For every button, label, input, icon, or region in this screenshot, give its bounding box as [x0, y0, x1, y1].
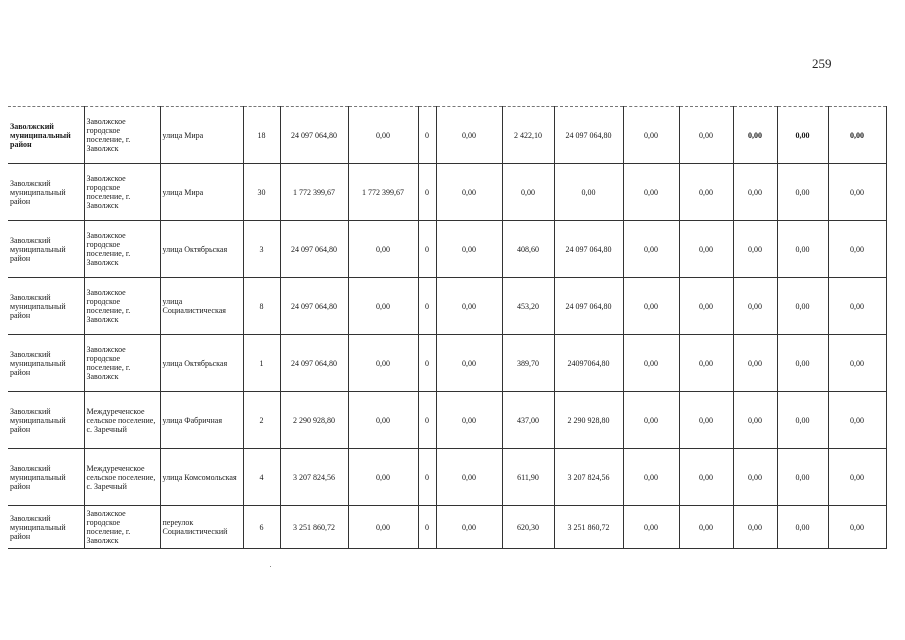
cell-settlement: Междуреченское сельское поселение, с. Заречный — [84, 449, 160, 506]
cell-settlement: Заволжское городское поселение, г. Заволжск — [84, 278, 160, 335]
cell-c9: 0,00 — [733, 164, 777, 221]
cell-c1: 3 207 824,56 — [280, 449, 348, 506]
table-row — [8, 107, 886, 164]
cell-house: 8 — [243, 278, 280, 335]
table-row — [8, 392, 886, 449]
cell-c1: 1 772 399,67 — [280, 164, 348, 221]
cell-c4: 0,00 — [436, 506, 502, 549]
cell-c11: 0,00 — [828, 164, 886, 221]
cell-c10: 0,00 — [777, 278, 828, 335]
cell-house: 4 — [243, 449, 280, 506]
cell-district: Заволжский муниципальный район — [8, 449, 84, 506]
cell-c5: 389,70 — [502, 335, 554, 392]
cell-c2: 0,00 — [348, 392, 418, 449]
cell-c9: 0,00 — [733, 107, 777, 164]
cell-c6: 24097064,80 — [554, 335, 623, 392]
cell-district: Заволжский муниципальный район — [8, 221, 84, 278]
cell-house: 1 — [243, 335, 280, 392]
cell-settlement: Заволжское городское поселение, г. Заволжск — [84, 506, 160, 549]
cell-c11: 0,00 — [828, 335, 886, 392]
cell-c6: 24 097 064,80 — [554, 107, 623, 164]
cell-c9: 0,00 — [733, 335, 777, 392]
cell-c8: 0,00 — [679, 392, 733, 449]
cell-c1: 24 097 064,80 — [280, 278, 348, 335]
cell-street: улица Мира — [160, 107, 243, 164]
cell-c9: 0,00 — [733, 221, 777, 278]
cell-c5: 611,90 — [502, 449, 554, 506]
cell-street: улица Фабричная — [160, 392, 243, 449]
cell-c4: 0,00 — [436, 164, 502, 221]
cell-c6: 2 290 928,80 — [554, 392, 623, 449]
cell-district: Заволжский муниципальный район — [8, 278, 84, 335]
cell-c11: 0,00 — [828, 278, 886, 335]
cell-c5: 437,00 — [502, 392, 554, 449]
cell-c7: 0,00 — [623, 107, 679, 164]
cell-settlement: Заволжское городское поселение, г. Заволжск — [84, 164, 160, 221]
cell-c4: 0,00 — [436, 392, 502, 449]
cell-c11: 0,00 — [828, 392, 886, 449]
cell-c10: 0,00 — [777, 449, 828, 506]
cell-c7: 0,00 — [623, 449, 679, 506]
cell-c11: 0,00 — [828, 449, 886, 506]
cell-c7: 0,00 — [623, 335, 679, 392]
cell-c8: 0,00 — [679, 221, 733, 278]
cell-district: Заволжский муниципальный район — [8, 107, 84, 164]
cell-c2: 0,00 — [348, 278, 418, 335]
table-row — [8, 335, 886, 392]
cell-c6: 3 207 824,56 — [554, 449, 623, 506]
cell-district: Заволжский муниципальный район — [8, 164, 84, 221]
cell-house: 6 — [243, 506, 280, 549]
table-row — [8, 506, 886, 549]
cell-c2: 0,00 — [348, 449, 418, 506]
cell-c9: 0,00 — [733, 449, 777, 506]
cell-c9: 0,00 — [733, 392, 777, 449]
cell-c8: 0,00 — [679, 506, 733, 549]
cell-c3: 0 — [418, 335, 436, 392]
cell-c10: 0,00 — [777, 164, 828, 221]
cell-c8: 0,00 — [679, 278, 733, 335]
cell-c7: 0,00 — [623, 278, 679, 335]
cell-c4: 0,00 — [436, 449, 502, 506]
cell-c8: 0,00 — [679, 449, 733, 506]
cell-c2: 1 772 399,67 — [348, 164, 418, 221]
cell-street: улица Комсомольская — [160, 449, 243, 506]
cell-c10: 0,00 — [777, 392, 828, 449]
cell-c3: 0 — [418, 278, 436, 335]
cell-district: Заволжский муниципальный район — [8, 335, 84, 392]
cell-c3: 0 — [418, 164, 436, 221]
cell-c3: 0 — [418, 449, 436, 506]
cell-district: Заволжский муниципальный район — [8, 392, 84, 449]
table-row — [8, 164, 886, 221]
cell-c3: 0 — [418, 221, 436, 278]
cell-c5: 0,00 — [502, 164, 554, 221]
cell-c7: 0,00 — [623, 221, 679, 278]
cell-c2: 0,00 — [348, 335, 418, 392]
cell-street: переулок Социалистический — [160, 506, 243, 549]
cell-settlement: Заволжское городское поселение, г. Заволжск — [84, 221, 160, 278]
cell-c9: 0,00 — [733, 278, 777, 335]
cell-street: улица Мира — [160, 164, 243, 221]
cell-c11: 0,00 — [828, 221, 886, 278]
cell-c5: 408,60 — [502, 221, 554, 278]
table-row — [8, 449, 886, 506]
cell-c4: 0,00 — [436, 221, 502, 278]
scan-speck — [270, 566, 271, 567]
cell-c10: 0,00 — [777, 506, 828, 549]
cell-c7: 0,00 — [623, 506, 679, 549]
cell-c11: 0,00 — [828, 107, 886, 164]
cell-c6: 3 251 860,72 — [554, 506, 623, 549]
cell-settlement: Междуреченское сельское поселение, с. Заречный — [84, 392, 160, 449]
cell-c1: 2 290 928,80 — [280, 392, 348, 449]
cell-street: улица Октябрьская — [160, 221, 243, 278]
cell-house: 18 — [243, 107, 280, 164]
table-body — [8, 107, 886, 549]
page-number: 259 — [812, 56, 832, 71]
cell-c4: 0,00 — [436, 107, 502, 164]
cell-c2: 0,00 — [348, 107, 418, 164]
cell-c6: 24 097 064,80 — [554, 278, 623, 335]
cell-c7: 0,00 — [623, 392, 679, 449]
cell-c3: 0 — [418, 107, 436, 164]
data-table — [8, 106, 887, 549]
cell-house: 3 — [243, 221, 280, 278]
cell-district: Заволжский муниципальный район — [8, 506, 84, 549]
cell-c11: 0,00 — [828, 506, 886, 549]
cell-c2: 0,00 — [348, 221, 418, 278]
table-row — [8, 278, 886, 335]
cell-c1: 24 097 064,80 — [280, 335, 348, 392]
cell-c5: 2 422,10 — [502, 107, 554, 164]
cell-house: 30 — [243, 164, 280, 221]
cell-settlement: Заволжское городское поселение, г. Заволжск — [84, 335, 160, 392]
cell-c3: 0 — [418, 506, 436, 549]
cell-c5: 453,20 — [502, 278, 554, 335]
cell-street: улица Октябрьская — [160, 335, 243, 392]
cell-c10: 0,00 — [777, 335, 828, 392]
table-row — [8, 221, 886, 278]
cell-c8: 0,00 — [679, 107, 733, 164]
cell-house: 2 — [243, 392, 280, 449]
cell-c3: 0 — [418, 392, 436, 449]
cell-c8: 0,00 — [679, 335, 733, 392]
cell-c7: 0,00 — [623, 164, 679, 221]
cell-settlement: Заволжское городское поселение, г. Заволжск — [84, 107, 160, 164]
cell-c6: 24 097 064,80 — [554, 221, 623, 278]
cell-c6: 0,00 — [554, 164, 623, 221]
cell-c8: 0,00 — [679, 164, 733, 221]
cell-c5: 620,30 — [502, 506, 554, 549]
cell-c4: 0,00 — [436, 278, 502, 335]
cell-c9: 0,00 — [733, 506, 777, 549]
cell-c1: 3 251 860,72 — [280, 506, 348, 549]
cell-c1: 24 097 064,80 — [280, 107, 348, 164]
cell-c10: 0,00 — [777, 107, 828, 164]
cell-c2: 0,00 — [348, 506, 418, 549]
cell-c10: 0,00 — [777, 221, 828, 278]
cell-c4: 0,00 — [436, 335, 502, 392]
cell-c1: 24 097 064,80 — [280, 221, 348, 278]
cell-street: улица Социалистическая — [160, 278, 243, 335]
